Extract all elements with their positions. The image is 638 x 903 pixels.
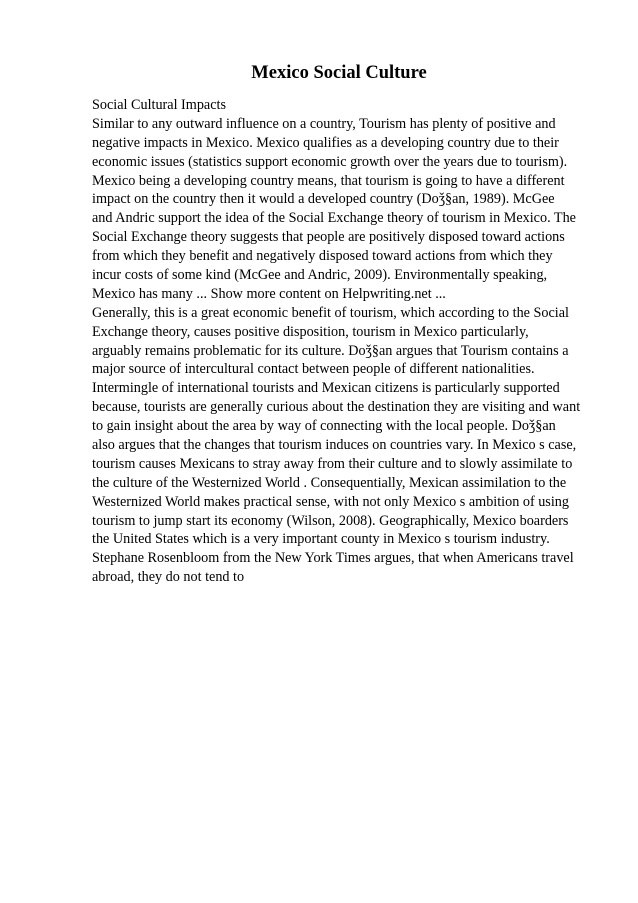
text-line: tourism causes Mexicans to stray away from their culture and to slowly assimilate to xyxy=(92,455,573,472)
text-line: tourism to jump start its economy (Wilson, 2008). Geographically, Mexico boarders xyxy=(92,512,569,529)
text-line: Exchange theory, causes positive disposition, tourism in Mexico particularly, xyxy=(92,323,529,340)
text-line: economic issues (statistics support economic growth over the years due to tourism). xyxy=(92,153,568,170)
body-text xyxy=(92,96,602,587)
text-line: Generally, this is a great economic benefit of tourism, which according to the Social xyxy=(92,304,569,321)
text-line: abroad, they do not tend to xyxy=(92,569,245,586)
section-heading: Social Cultural Impacts xyxy=(92,97,226,113)
page-title: Mexico Social Culture xyxy=(251,63,427,83)
text-line: also argues that the changes that tourism induces on countries vary. In Mexico s case, xyxy=(92,437,577,454)
text-line: Social Exchange theory suggests that people are positively disposed toward actions xyxy=(92,229,565,246)
text-line: Mexico being a developing country means, that tourism is going to have a different xyxy=(92,172,565,189)
text-line: and Andric support the idea of the Social Exchange theory of tourism in Mexico. The xyxy=(92,210,576,227)
text-line: negative impacts in Mexico. Mexico qualifies as a developing country due to their xyxy=(92,134,559,151)
text-line: to gain insight about the area by way of connecting with the local people. Doǯ§an xyxy=(92,418,556,435)
text-line: Stephane Rosenbloom from the New York Times argues, that when Americans travel xyxy=(92,550,574,567)
text-line: because, tourists are generally curious about the destination they are visiting and want xyxy=(92,399,581,416)
text-line: the culture of the Westernized World . Consequentially, Mexican assimilation to the xyxy=(92,474,567,491)
text-line: major source of intercultural contact between people of different nationalities. xyxy=(92,361,535,378)
show-more-line[interactable]: Mexico has many ... Show more content on Helpwriting.net ... xyxy=(92,285,446,302)
text-line: Westernized World makes practical sense, with not only Mexico s ambition of using xyxy=(92,493,569,510)
text-line: Similar to any outward influence on a country, Tourism has plenty of positive and xyxy=(92,115,556,132)
text-line: the United States which is a very important county in Mexico s tourism industry. xyxy=(92,531,550,548)
text-line: incur costs of some kind (McGee and Andric, 2009). Environmentally speaking, xyxy=(92,267,548,284)
text-line: arguably remains problematic for its culture. Doǯ§an argues that Tourism contains a xyxy=(92,342,569,359)
text-line: from which they benefit and negatively disposed toward actions from which they xyxy=(92,248,553,265)
text-line: Intermingle of international tourists and Mexican citizens is particularly supported xyxy=(92,380,560,397)
text-line: impact on the country then it would a developed country (Doǯ§an, 1989). McGee xyxy=(92,191,555,208)
